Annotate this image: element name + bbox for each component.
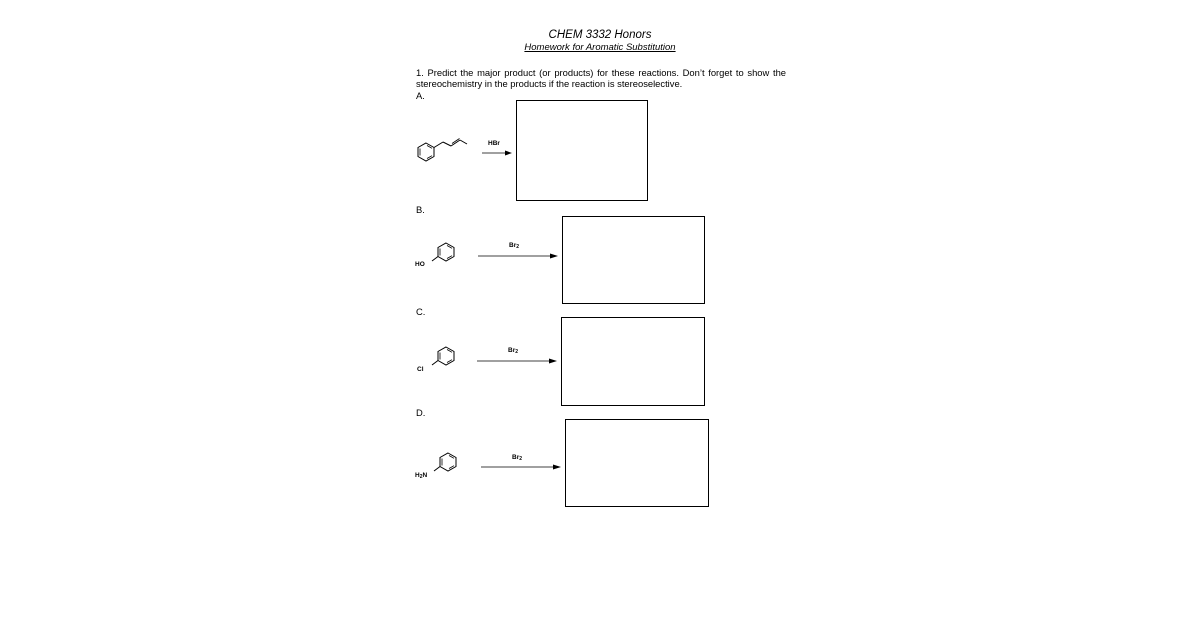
page-subtitle: Homework for Aromatic Substitution	[524, 42, 676, 53]
chlorobenzene-structure	[424, 344, 464, 376]
part-a-reaction-arrow	[482, 149, 512, 157]
part-d-reagent: $Br_2$	[512, 454, 523, 462]
aniline-structure	[426, 450, 466, 482]
propenylbenzene-structure	[410, 135, 472, 171]
question-text: 1. Predict the major product (or products) for these reactions. Don’t forget to show the stereochemistry in the products if the reaction is stereoselective.	[416, 67, 786, 89]
part-a-label: A.	[416, 90, 425, 101]
part-c-reagent: $Br_2$	[508, 347, 519, 355]
part-c-answer-box[interactable]	[561, 317, 705, 406]
part-d-answer-box[interactable]	[565, 419, 709, 507]
part-a-answer-box[interactable]	[516, 100, 648, 201]
part-d-substituent: $H_2N$	[415, 472, 428, 480]
part-a-reagent: HBr	[488, 140, 500, 147]
part-d-reaction-arrow	[481, 463, 561, 471]
part-d-label: D.	[416, 407, 426, 418]
part-b-label: B.	[416, 204, 425, 215]
part-b-reagent: $Br_2$	[509, 242, 520, 250]
part-c-label: C.	[416, 306, 426, 317]
page-title: CHEM 3332 Honors	[548, 29, 652, 41]
phenol-structure	[424, 240, 464, 272]
part-c-reaction-arrow	[477, 357, 557, 365]
part-b-reaction-arrow	[478, 252, 558, 260]
part-c-substituent: Cl	[417, 366, 424, 373]
part-b-answer-box[interactable]	[562, 216, 705, 304]
part-b-substituent: HO	[415, 261, 425, 268]
